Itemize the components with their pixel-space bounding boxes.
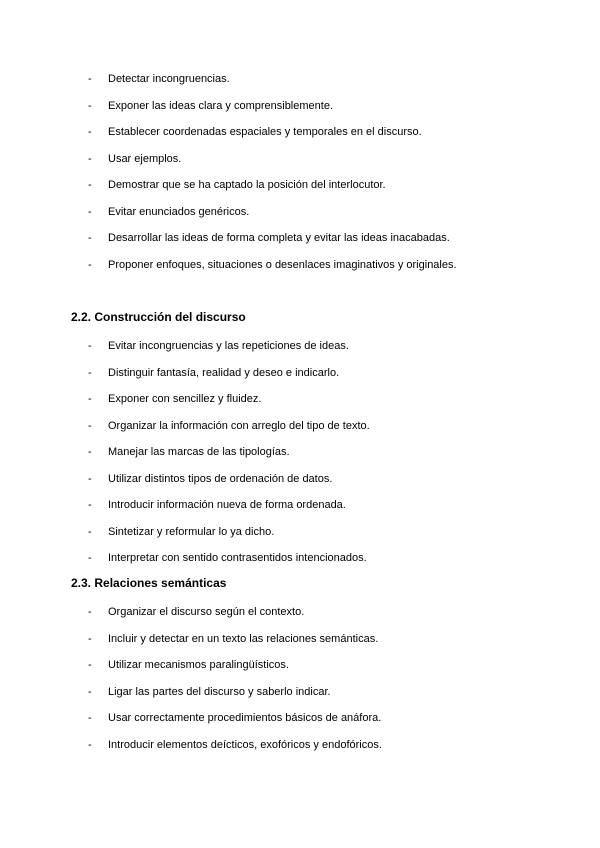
list-item-text: Introducir elementos deícticos, exofóricos y endofóricos.	[108, 738, 382, 751]
bullet-dash: -	[88, 525, 92, 538]
bullet-dash: -	[88, 340, 92, 352]
bullet-dash: -	[88, 606, 92, 618]
list-item	[0, 125, 600, 152]
list-item	[0, 445, 600, 472]
bullet-dash: -	[88, 685, 92, 698]
list-item	[0, 99, 600, 126]
list-item-text: Introducir información nueva de forma ordenada.	[108, 499, 346, 511]
list-item	[0, 472, 600, 499]
bullet-dash: -	[88, 712, 92, 724]
bullet-dash: -	[88, 179, 92, 191]
list-item-text: Exponer con sencillez y fluidez.	[108, 393, 262, 405]
bullet-dash: -	[88, 205, 92, 218]
list-item	[0, 738, 600, 765]
list-item-text: Usar correctamente procedimientos básicos de anáfora.	[108, 712, 382, 724]
list-item-text: Organizar el discurso según el contexto.	[108, 606, 305, 618]
list-item-text: Distinguir fantasía, realidad y deseo e indicarlo.	[108, 366, 340, 379]
list-item	[0, 72, 600, 99]
bullet-dash: -	[88, 258, 92, 271]
list-item-text: Evitar enunciados genéricos.	[108, 205, 250, 218]
list-item	[0, 258, 600, 285]
list-item	[0, 551, 600, 578]
list-item-text: Utilizar distintos tipos de ordenación de datos.	[108, 472, 333, 485]
list-item-text: Proponer enfoques, situaciones o desenlaces imaginativos y originales.	[108, 258, 457, 271]
list-item	[0, 339, 600, 366]
list-item	[0, 498, 600, 525]
bullet-dash: -	[88, 73, 92, 85]
list-item	[0, 178, 600, 205]
list-item	[0, 152, 600, 179]
bullet-list-intro	[0, 72, 600, 284]
list-item-text: Establecer coordenadas espaciales y temporales en el discurso.	[108, 126, 422, 138]
list-item	[0, 419, 600, 446]
list-item	[0, 632, 600, 659]
list-item	[0, 392, 600, 419]
bullet-list-construccion	[0, 339, 600, 578]
bullet-dash: -	[88, 366, 92, 379]
list-item-text: Incluir y detectar en un texto las relaciones semánticas.	[108, 632, 379, 645]
bullet-dash: -	[88, 499, 92, 511]
list-item	[0, 685, 600, 712]
list-item	[0, 366, 600, 393]
list-item-text: Manejar las marcas de las tipologías.	[108, 446, 290, 458]
list-item-text: Interpretar con sentido contrasentidos intencionados.	[108, 552, 367, 564]
bullet-dash: -	[88, 232, 92, 244]
list-item	[0, 658, 600, 685]
bullet-dash: -	[88, 472, 92, 485]
bullet-dash: -	[88, 99, 92, 112]
bullet-dash: -	[88, 152, 92, 165]
bullet-dash: -	[88, 552, 92, 564]
list-item	[0, 231, 600, 258]
list-item-text: Sintetizar y reformular lo ya dicho.	[108, 525, 275, 538]
bullet-dash: -	[88, 738, 92, 751]
list-item-text: Evitar incongruencias y las repeticiones de ideas.	[108, 340, 349, 352]
list-item-text: Demostrar que se ha captado la posición del interlocutor.	[108, 179, 386, 191]
bullet-dash: -	[88, 446, 92, 458]
list-item-text: Detectar incongruencias.	[108, 73, 230, 85]
bullet-dash: -	[88, 632, 92, 645]
list-item-text: Utilizar mecanismos paralingüísticos.	[108, 659, 289, 671]
list-item	[0, 205, 600, 232]
bullet-dash: -	[88, 393, 92, 405]
section-heading-construccion: 2.2. Construcción del discurso	[71, 310, 246, 324]
bullet-dash: -	[88, 659, 92, 671]
list-item	[0, 525, 600, 552]
list-item-text: Usar ejemplos.	[108, 152, 182, 165]
list-item	[0, 605, 600, 632]
list-item-text: Exponer las ideas clara y comprensiblemente.	[108, 99, 334, 112]
section-heading-relaciones: 2.3. Relaciones semánticas	[71, 576, 227, 590]
bullet-dash: -	[88, 126, 92, 138]
list-item-text: Organizar la información con arreglo del tipo de texto.	[108, 419, 370, 432]
bullet-list-relaciones	[0, 605, 600, 764]
list-item-text: Desarrollar las ideas de forma completa y evitar las ideas inacabadas.	[108, 232, 450, 244]
list-item	[0, 711, 600, 738]
bullet-dash: -	[88, 419, 92, 432]
list-item-text: Ligar las partes del discurso y saberlo indicar.	[108, 685, 331, 698]
